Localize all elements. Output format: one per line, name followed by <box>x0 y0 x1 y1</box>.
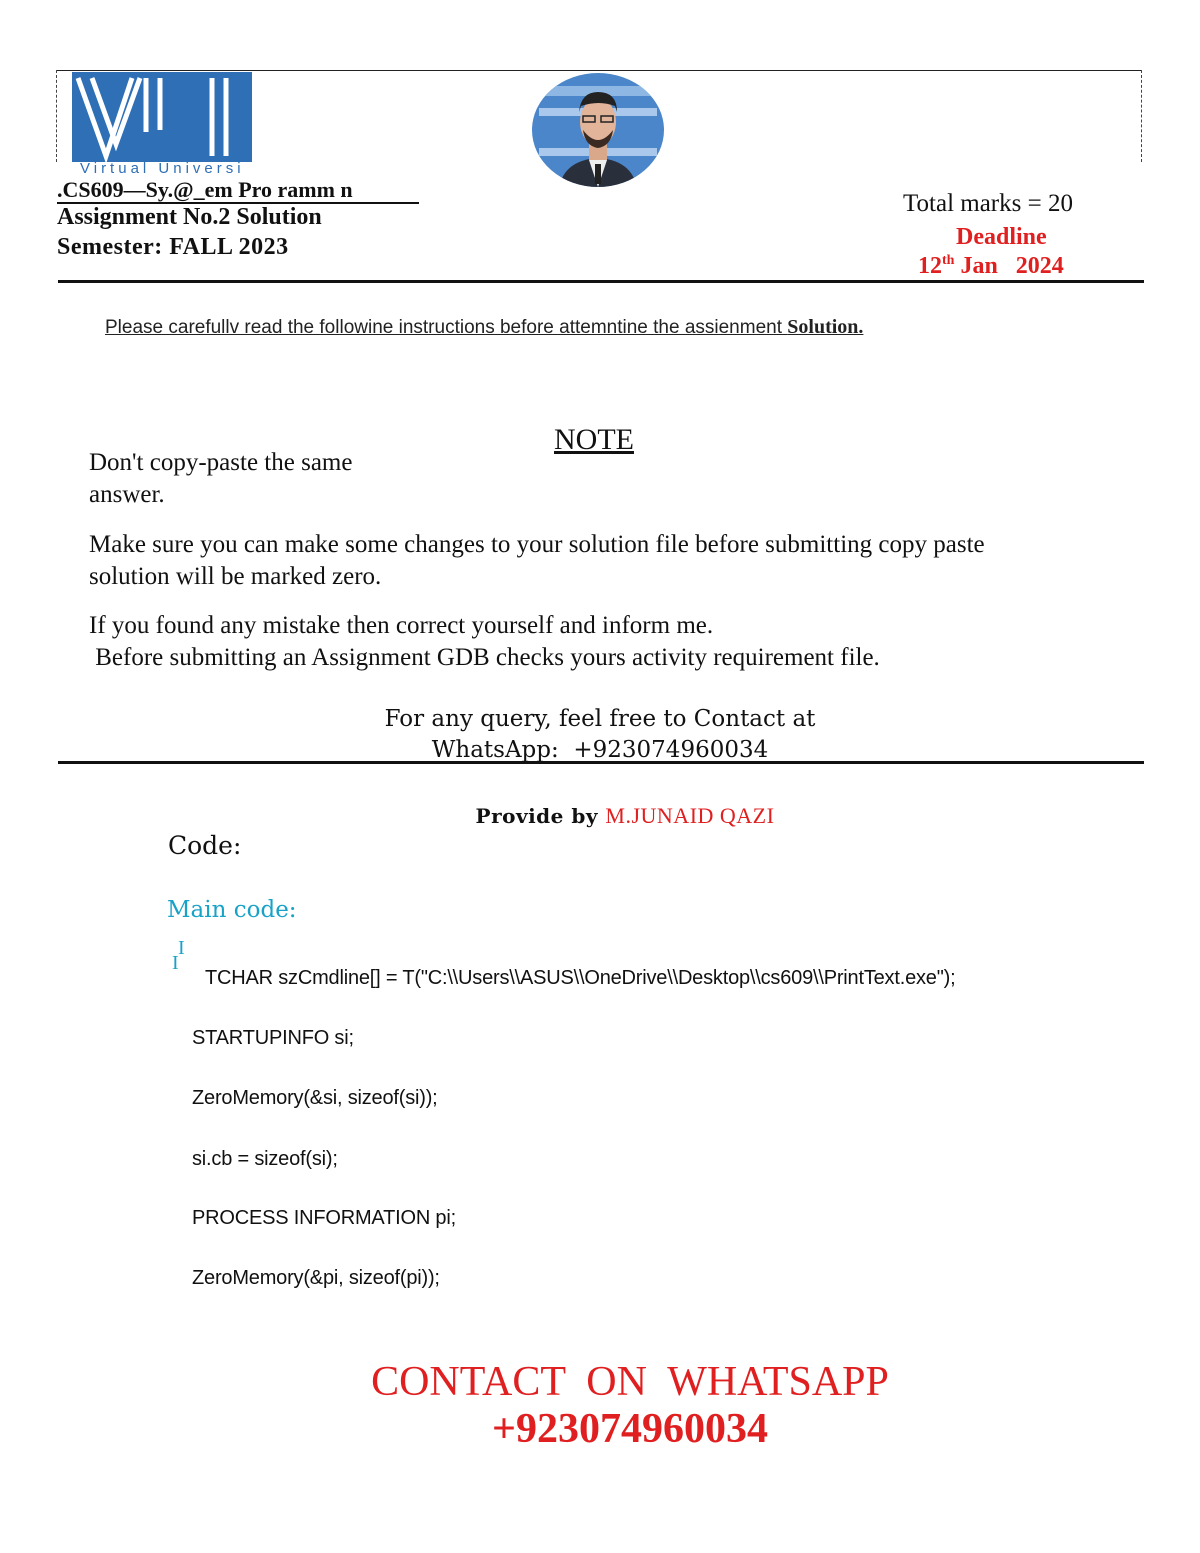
footer-contact: CONTACT ON WHATSAPP <box>371 1359 889 1405</box>
code-line-3: ZeroMemory(&si, sizeof(si)); <box>192 1087 438 1109</box>
text-cursor-mark-2: I <box>172 952 179 974</box>
main-code-label: Main code: <box>167 897 297 923</box>
footer-phone: +923074960034 <box>492 1406 768 1452</box>
university-logo <box>72 72 252 162</box>
code-line-5: PROCESS INFORMATION pi; <box>192 1207 456 1229</box>
code-line-1: TCHAR szCmdline[] = T("C:\\Users\\ASUS\\OneDrive\\Desktop\\cs609\\PrintText.exe"); <box>205 967 956 989</box>
total-marks: Total marks = 20 <box>903 190 1073 217</box>
note-line-2a: Make sure you can make some changes to your solution file before submitting copy paste <box>89 531 985 558</box>
header-frame-top <box>56 70 1142 71</box>
deadline-date <box>918 253 1064 280</box>
code-label: Code: <box>168 831 242 860</box>
provider-label: Provide by <box>475 804 606 828</box>
logo-subtitle: Virtual Universi <box>80 160 245 177</box>
deadline-day: 12 <box>918 253 942 279</box>
whatsapp-number: WhatsApp: +923074960034 <box>431 737 769 763</box>
note-line-2b: solution will be marked zero. <box>89 563 382 590</box>
deadline-label: Deadline <box>956 224 1047 250</box>
header-divider <box>58 280 1144 283</box>
instructions-line <box>105 316 863 339</box>
query-text: For any query, feel free to Contact at <box>384 706 816 732</box>
note-line-1a: Don't copy-paste the same <box>89 449 353 476</box>
note-line-1b: answer. <box>89 481 165 508</box>
note-line-1 <box>89 447 352 511</box>
provider-line <box>0 803 1200 829</box>
note-title: NOTE <box>554 423 634 456</box>
deadline-suffix: th <box>942 253 955 268</box>
header-frame-left <box>56 70 57 162</box>
code-line-6: ZeroMemory(&pi, sizeof(pi)); <box>192 1267 440 1289</box>
text-cursor-mark: I <box>178 937 185 959</box>
note-line-3a: If you found any mistake then correct yourself and inform me. <box>89 612 714 639</box>
note-line-3 <box>89 610 880 674</box>
instructions-bold: Solution. <box>787 316 864 338</box>
note-line-4: Before submitting an Assignment GDB checks yours activity requirement file. <box>89 644 880 671</box>
code-line-2: STARTUPINFO si; <box>192 1027 354 1049</box>
course-title: .CS609—Sy.@_em Pro ramm n <box>57 178 419 204</box>
note-divider <box>58 761 1144 764</box>
deadline-month-year: Jan 2024 <box>954 253 1064 279</box>
instructions-text: Please carefullv read the followine instructions before attemntine the assienment <box>105 317 788 338</box>
semester-label: Semester: FALL 2023 <box>57 234 289 260</box>
provider-name: M.JUNAID QAZI <box>605 803 775 828</box>
note-line-2 <box>89 529 985 593</box>
header-frame-right <box>1141 70 1142 162</box>
query-contact <box>0 704 1200 766</box>
assignment-title: Assignment No.2 Solution <box>57 204 322 230</box>
code-line-4: si.cb = sizeof(si); <box>192 1148 338 1170</box>
author-avatar <box>529 72 667 187</box>
